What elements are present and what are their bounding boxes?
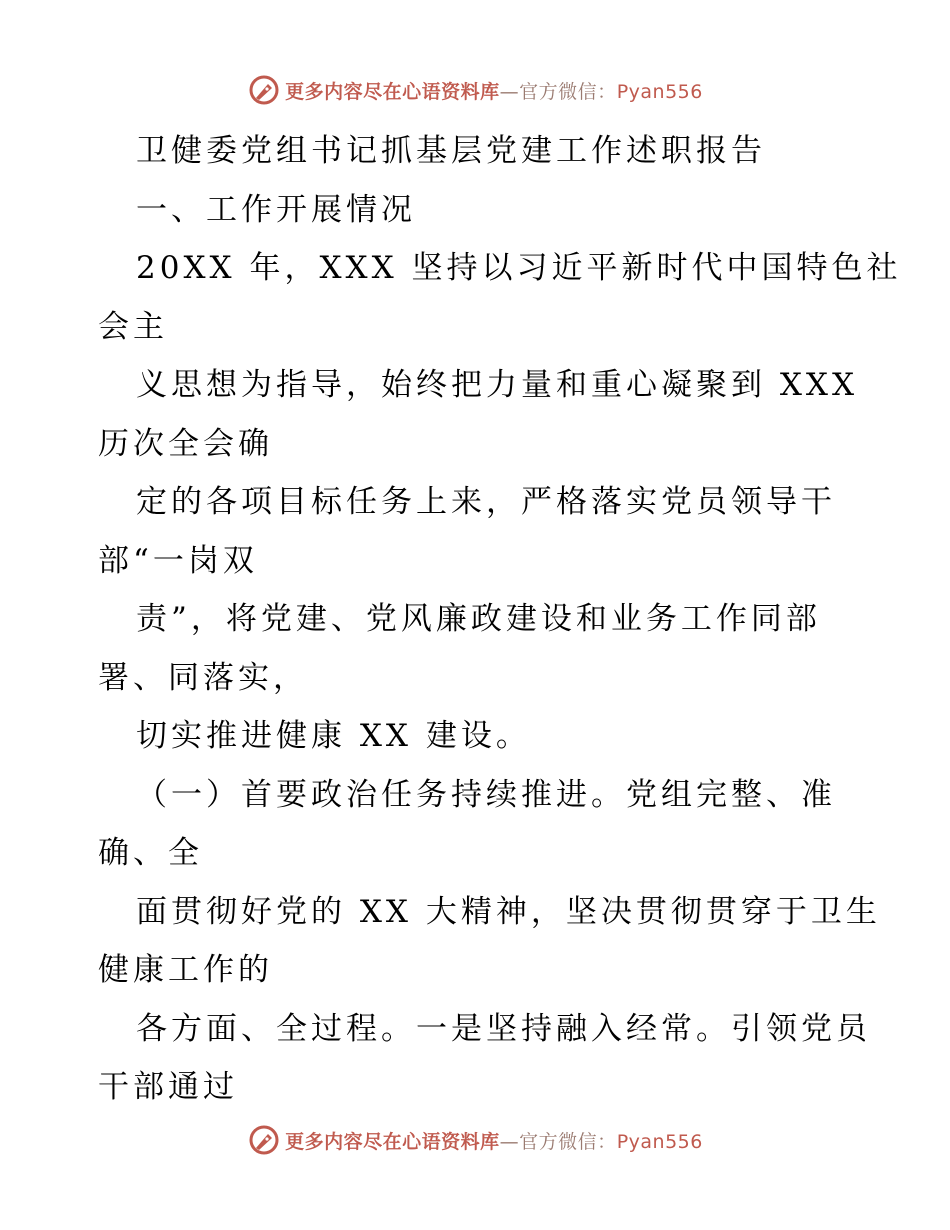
text-line: 历次全会确 xyxy=(98,425,273,462)
text-line: 会主 xyxy=(98,308,168,345)
watermark-banner-top xyxy=(0,70,950,110)
text-line: 义思想为指导，始终把力量和重心凝聚到 XXX xyxy=(136,367,859,403)
text-line: 一、工作开展情况 xyxy=(136,191,416,228)
text-line: 切实推进健康 XX 建设。 xyxy=(136,718,531,754)
text-line: 健康工作的 xyxy=(98,952,273,988)
pen-nib-circle-logo xyxy=(247,73,281,107)
text-line: 部“一岗双 xyxy=(98,542,258,579)
text-line: 干部通过 xyxy=(98,1069,238,1105)
text-line: 面贯彻好党的 XX 大精神，坚决贯彻贯穿于卫生 xyxy=(136,893,881,930)
watermark-text: 更多内容尽在心语资料库—官方微信：Pyan556 xyxy=(285,1130,703,1153)
text-line: （一）首要政治任务持续推进。党组完整、准 xyxy=(136,776,836,813)
watermark-text: 更多内容尽在心语资料库—官方微信：Pyan556 xyxy=(285,80,703,103)
document-body xyxy=(98,122,902,1117)
text-line: 确、全 xyxy=(98,835,203,871)
text-line: 责”，将党建、党风廉政建设和业务工作同部 xyxy=(136,601,821,637)
watermark-banner-bottom xyxy=(0,1120,950,1160)
text-line: 20XX 年，XXX 坚持以习近平新时代中国特色社 xyxy=(136,250,902,286)
text-line: 定的各项目标任务上来，严格落实党员领导干 xyxy=(136,484,836,520)
document-title: 卫健委党组书记抓基层党建工作述职报告 xyxy=(136,133,766,169)
pen-nib-circle-logo xyxy=(247,1123,281,1157)
text-line: 各方面、全过程。一是坚持融入经常。引领党员 xyxy=(136,1010,871,1047)
text-line: 署、同落实， xyxy=(98,659,308,696)
